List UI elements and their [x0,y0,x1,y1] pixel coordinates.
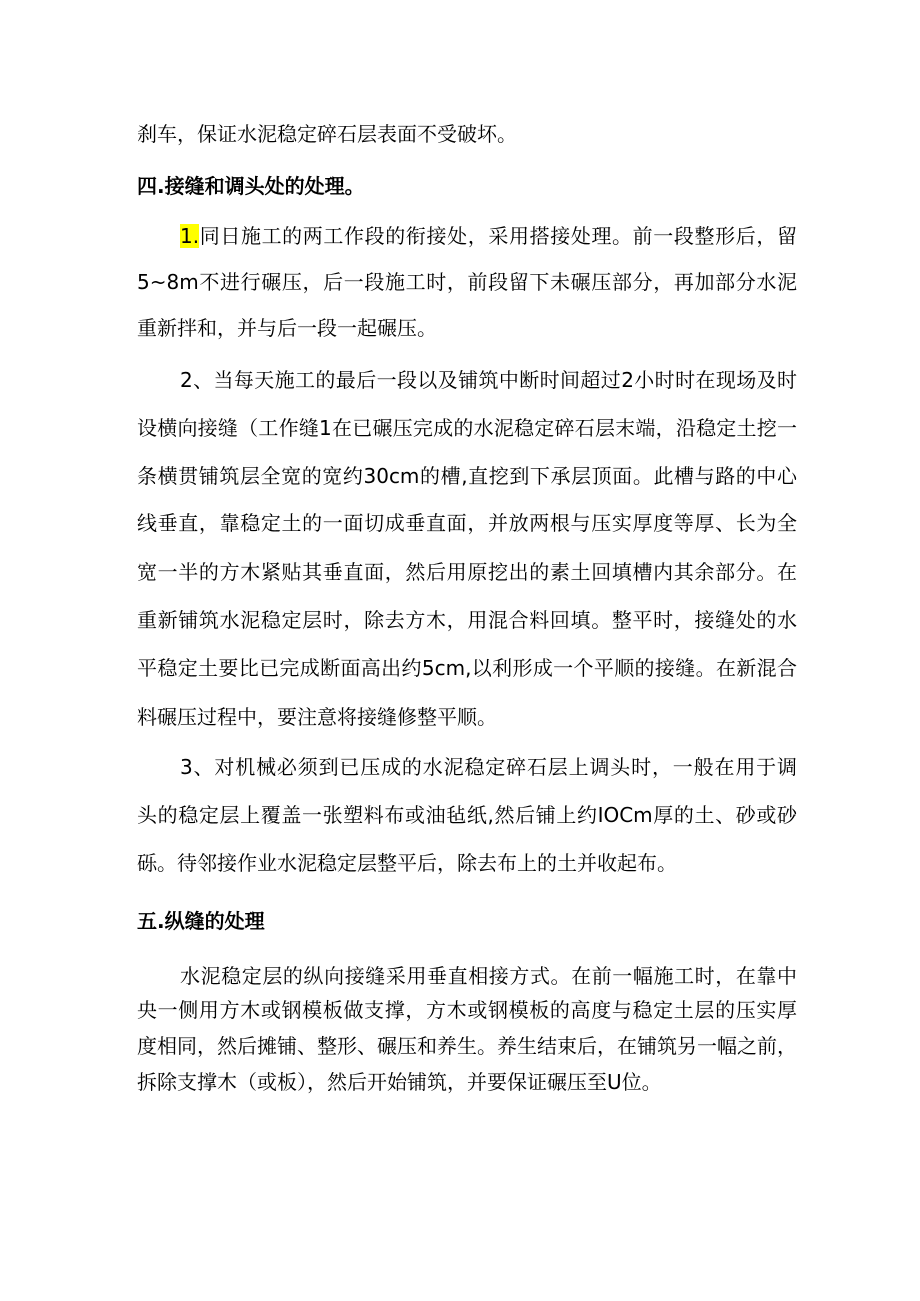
item-3-line: 3、对机械必须到已压成的水泥稳定碎石层上调头时，一般在用于调 [180,755,797,779]
item-2-line: 平稳定土要比已完成断面高出约5cm,以利形成一个平顺的接缝。在新混合 [137,656,797,680]
item-2-line: 2、当每天施工的最后一段以及铺筑中断时间超过2小时时在现场及时 [180,368,797,392]
item-2-line: 料碾压过程中，要注意将接缝修整平顺。 [137,705,497,729]
item-1-line [180,222,797,250]
item-1-text: 同日施工的两工作段的衔接处，采用搭接处理。前一段整形后，留 [199,224,797,248]
item-2-line: 宽一半的方木紧贴其垂直面，然后用原挖出的素土回填槽内其余部分。在 [137,560,797,584]
section-5-line: 水泥稳定层的纵向接缝采用垂直相接方式。在前一幅施工时，在靠中 [180,964,797,988]
section-5-heading: 五.纵缝的处理 [137,909,265,933]
item-2-line: 线垂直，靠稳定土的一面切成垂直面，并放两根与压实厚度等厚、长为全 [137,511,797,535]
item-1-line: 5~8m不进行碾压，后一段施工时，前段留下未碾压部分，再加部分水泥 [137,270,797,294]
section-5-line: 拆除支撑木（或板），然后开始铺筑，并要保证碾压至U位。 [137,1070,662,1094]
item-1-line: 重新拌和，并与后一段一起碾压。 [137,316,437,340]
item-2-line: 设横向接缝（工作缝1在已碾压完成的水泥稳定碎石层末端，沿稳定土挖一 [137,416,797,440]
item-1-number-highlight: 1. [180,224,200,248]
continuation-line: 刹车，保证水泥稳定碎石层表面不受破坏。 [137,122,517,146]
item-2-line: 条横贯铺筑层全宽的宽约30cm的槽,直挖到下承层顶面。此槽与路的中心 [137,464,797,488]
item-3-line: 砾。待邻接作业水泥稳定层整平后，除去布上的土并收起布。 [137,851,677,875]
section-5-line: 央一侧用方木或钢模板做支撑，方木或钢模板的高度与稳定土层的压实厚 [137,998,797,1022]
item-3-line: 头的稳定层上覆盖一张塑料布或油毡纸,然后铺上约IOCm厚的土、砂或砂 [137,803,797,827]
section-5-line: 度相同，然后摊铺、整形、碾压和养生。养生结束后，在铺筑另一幅之前， [137,1034,797,1058]
item-2-line: 重新铺筑水泥稳定层时，除去方木，用混合料回填。整平时，接缝处的水 [137,608,797,632]
section-4-heading: 四.接缝和调头处的处理。 [137,174,365,198]
